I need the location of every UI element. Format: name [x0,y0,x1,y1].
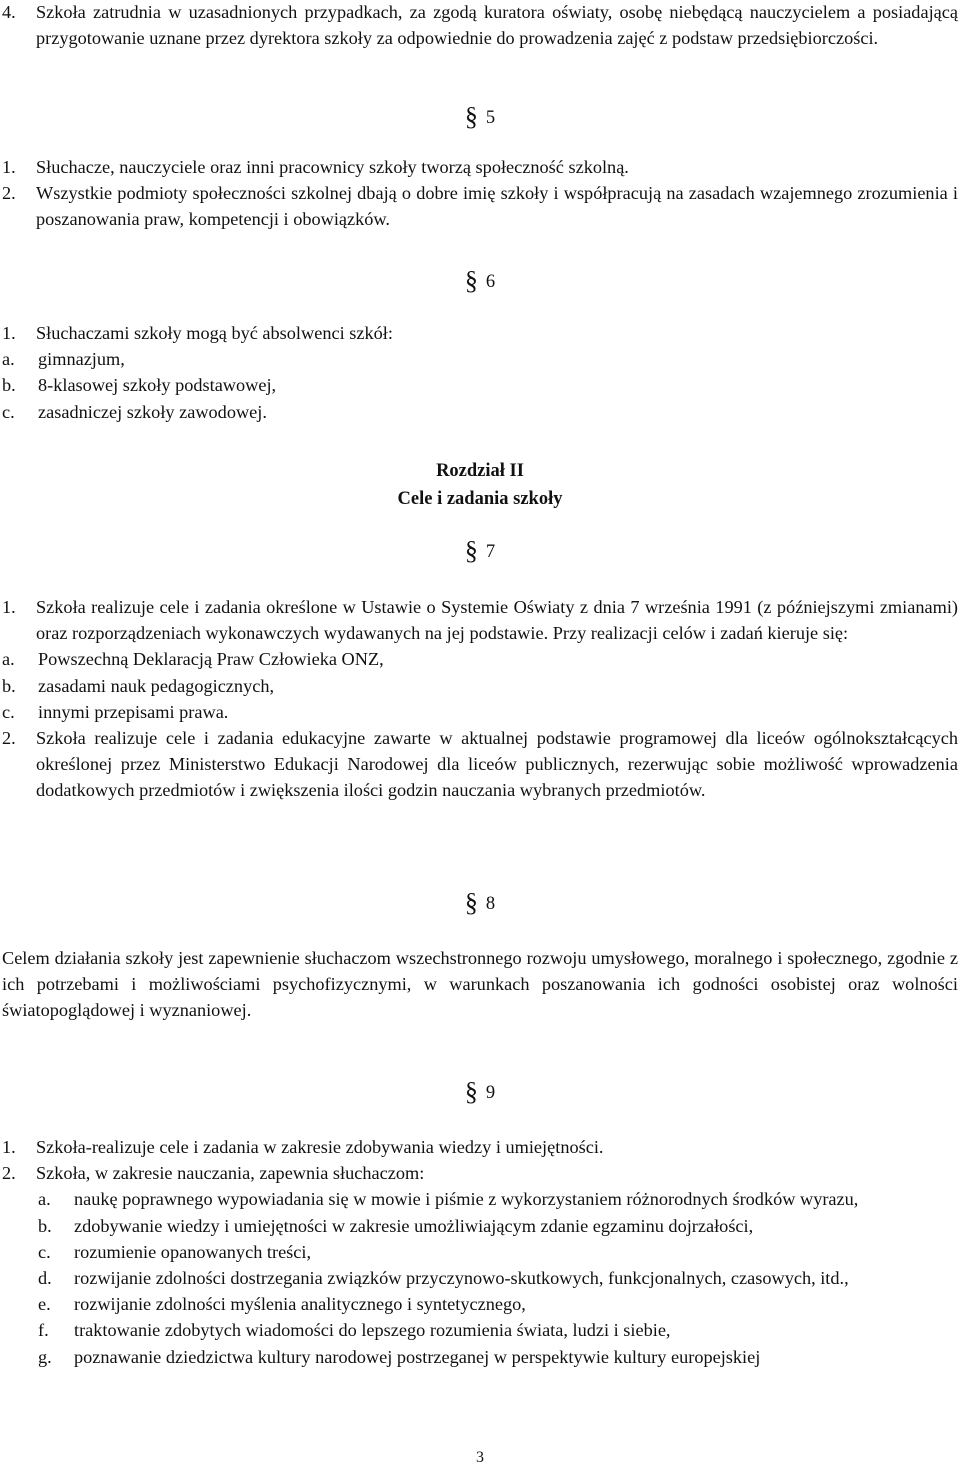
item-text: Słuchaczami szkoły mogą być absolwenci szkół: [36,323,393,343]
section-heading-9 [0,1079,960,1106]
section-symbol: § [464,888,478,917]
item-number: 1. [2,323,16,343]
sub-item [0,1265,960,1291]
sub-item-letter: b. [38,1215,52,1236]
sub-item-text: rozwijanie zdolności myślenia analitycznego i syntetycznego, [74,1294,526,1315]
sub-item-text: 8-klasowej szkoły podstawowej, [38,375,277,396]
sub-item-text: rozwijanie zdolności dostrzegania związków przyczynowo-skutkowych, funkcjonalnych, czasowych, itd., [74,1268,849,1289]
section-heading-7 [0,538,960,565]
sub-item-letter: f. [38,1320,49,1341]
item-text: Słuchacze, nauczyciele oraz inni pracownicy szkoły tworzą społeczność szkolną. [36,157,629,177]
sub-item-text: traktowanie zdobytych wiadomości do lepszego rozumienia świata, ludzi i siebie, [74,1320,671,1341]
sub-item-letter: d. [38,1268,52,1289]
chapter-title: Cele i zadania szkoły [397,489,563,509]
sub-item [0,1317,960,1343]
item-text: Szkoła, w zakresie nauczania, zapewnia słuchaczom: [36,1163,425,1184]
paragraph-4 [0,0,960,51]
sub-item [0,1291,960,1317]
item-text: Szkoła zatrudnia w uzasadnionych przypadkach, za zgodą kuratora oświaty, osobę niebędącą nauczycielem a posiadającą przygotowanie uznane przez dyrektora szkoły za odpowiednie do prowadzenia zajęć z podstaw przedsiębiorczości. [36,2,958,49]
item-number: 2. [2,728,16,749]
item-number: 1. [2,1137,16,1157]
section-number: 6 [485,272,496,292]
section-number: 9 [485,1083,496,1103]
list-item [0,1160,960,1186]
sub-item-text: innymi przepisami prawa. [38,701,229,722]
sub-item [0,399,960,425]
sub-item-letter: a. [2,349,15,370]
list-item [0,725,960,804]
sub-item-letter: c. [2,701,15,722]
sub-item-text: gimnazjum, [38,349,125,370]
sub-item-text: zasadniczej szkoły zawodowej. [38,401,267,422]
item-number: 2. [2,183,16,204]
section-number: 8 [485,894,496,914]
section-heading-6 [0,268,960,295]
sub-item-letter: b. [2,675,16,696]
section-symbol: § [464,102,478,131]
item-text: Szkoła realizuje cele i zadania określone w Ustawie o Systemie Oświaty z dnia 7 września 1991 (z późniejszymi zmianami) oraz rozporządzeniach wykonawczych wydawanych na jej podstawie. Przy realizacji celów i zadań kieruje się: [36,597,958,644]
section-number: 5 [485,108,496,128]
item-text: Wszystkie podmioty społeczności szkolnej dbają o dobre imię szkoły i współpracują na zasadach wzajemnego zrozumienia i poszanowania praw, kompetencji i obowiązków. [36,183,958,230]
list-item [0,594,960,646]
section-6-list [0,320,960,425]
section-symbol: § [464,536,478,565]
section-8-text [0,945,960,1024]
section-5-list [0,154,960,233]
section-7-list [0,594,960,804]
list-item [0,320,960,346]
chapter-heading [0,457,960,513]
item-number: 1. [2,157,16,177]
sub-item [0,346,960,372]
sub-item-text: zdobywanie wiedzy i umiejętności w zakresie umożliwiającym zdanie egzaminu dojrzałości, [74,1215,754,1236]
sub-item [0,699,960,725]
section-number: 7 [485,542,496,562]
sub-item-letter: e. [38,1294,51,1315]
sub-item-text: naukę poprawnego wypowiadania się w mowie i piśmie z wykorzystaniem różnorodnych środków wyrazu, [74,1189,859,1210]
chapter-number: Rozdział II [436,461,524,481]
sub-item [0,1213,960,1239]
sub-item [0,1239,960,1265]
sub-item-letter: a. [2,649,15,670]
section-heading-5 [0,104,960,131]
sub-item-text: rozumienie opanowanych treści, [74,1241,312,1262]
sub-item-letter: b. [2,375,16,396]
sub-item [0,1186,960,1212]
sub-item-letter: a. [38,1189,51,1210]
list-item [0,154,960,180]
sub-item [0,646,960,672]
sub-item [0,372,960,398]
section-symbol: § [464,266,478,295]
sub-item-text: poznawanie dziedzictwa kultury narodowej postrzeganej w perspektywie kultury europejskiej [74,1346,761,1367]
item-number: 1. [2,597,16,617]
sub-item-letter: c. [2,401,15,422]
page-number: 3 [476,1449,484,1466]
item-text: Szkoła realizuje cele i zadania edukacyjne zawarte w aktualnej podstawie programowej dla liceów ogólnokształcących określonej przez Ministerstwo Edukacji Narodowej dla liceów publicznych, rezerwując sobie możliwość wprowadzenia dodatkowych przedmiotów i zwiększenia ilości godzin nauczania wybranych przedmiotów. [36,728,958,801]
item-text: Szkoła-realizuje cele i zadania w zakresie zdobywania wiedzy i umiejętności. [36,1137,604,1157]
sub-item-letter: g. [38,1346,52,1367]
item-number: 2. [2,1163,16,1184]
sub-item-letter: c. [38,1241,51,1262]
sub-item [0,673,960,699]
list-item [0,180,960,232]
section-9-list [0,1134,960,1370]
item-number: 4. [2,2,16,22]
sub-item [0,1344,960,1370]
list-item [0,1134,960,1160]
sub-item-text: zasadami nauk pedagogicznych, [38,675,275,696]
paragraph-text: Celem działania szkoły jest zapewnienie słuchaczom wszechstronnego rozwoju umysłowego, moralnego i społecznego, zgodnie z ich potrzebami i możliwościami psychofizycznymi, w warunkach poszanowania ich godności osobistej oraz wolności światopoglądowej i wyznaniowej. [2,948,958,1021]
sub-item-text: Powszechną Deklaracją Praw Człowieka ONZ, [38,649,384,670]
section-heading-8 [0,890,960,917]
section-symbol: § [464,1077,478,1106]
